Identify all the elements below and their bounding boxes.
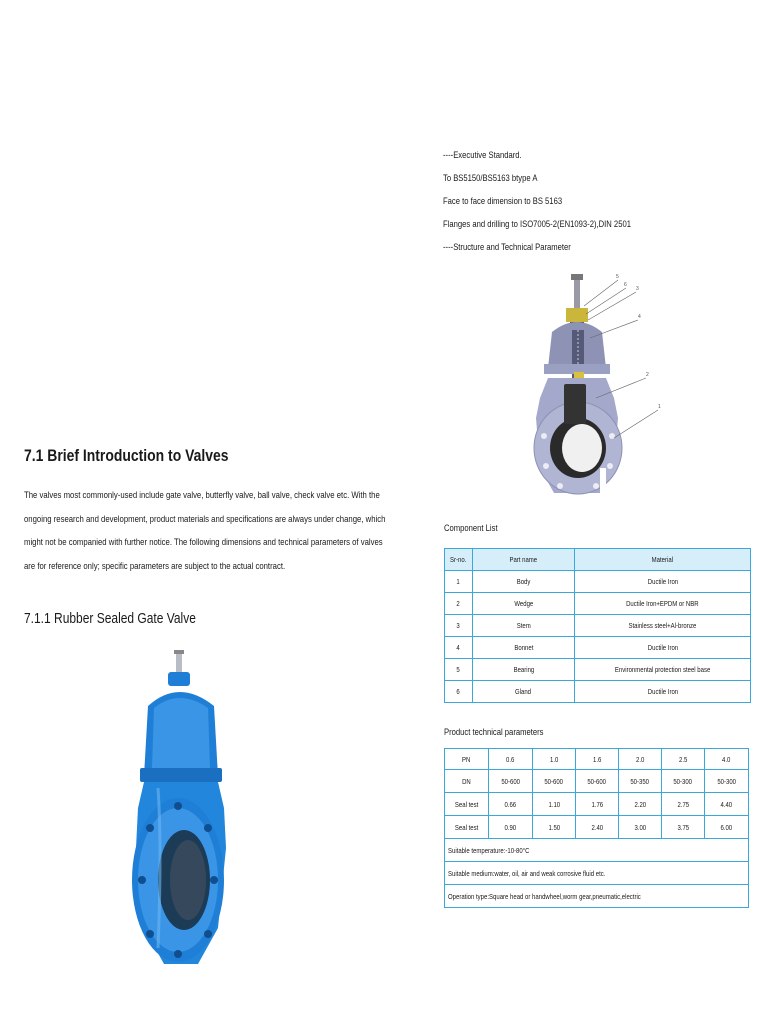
table-cell: 1.50 [533,816,576,839]
table-cell: Stem [473,615,575,637]
table-cell: 50-300 [662,770,705,793]
intro-paragraph [24,490,384,584]
table-cell: 50-350 [619,770,662,793]
table-cell: 0.6 [489,749,533,770]
table-cell: DN [445,770,489,793]
subsection-title: 7.1.1 Rubber Sealed Gate Valve [24,610,196,627]
callout-label: 2 [646,372,649,378]
table-cell: 1.0 [533,749,576,770]
callout-label: 3 [636,286,639,292]
table-note-cell: Operation type:Square head or handwheel,worm gear,pneumatic,electric [445,885,749,908]
table-cell: 4 [445,637,473,659]
table-cell: Stainless steel+Al-bronze [575,615,751,637]
table-cell: Environmental protection steel base [575,659,751,681]
table-cell: 50-300 [705,770,749,793]
table-row [445,571,751,593]
table-cell: 6.00 [705,816,749,839]
table-cell: 1.76 [576,793,619,816]
intro-line: are for reference only; specific parameters are subject to the actual contract. [24,560,286,571]
table-row [445,885,749,908]
table-cell: Ductile Iron [575,637,751,659]
standard-line: ----Structure and Technical Parameter [443,242,571,252]
standard-line: Flanges and drilling to ISO7005-2(EN1093-2),DIN 2501 [443,219,631,229]
table-cell: Bonnet [473,637,575,659]
table-cell: Ductile Iron+EPDM or NBR [575,593,751,615]
params-table [444,748,749,908]
section-title: 7.1 Brief Introduction to Valves [24,446,229,465]
callout-label: 4 [638,314,641,320]
standard-line: ----Executive Standard. [443,150,522,160]
table-cell: 2.40 [576,816,619,839]
table-cell: 50-600 [489,770,533,793]
table-cell: 0.90 [489,816,533,839]
table-row [445,637,751,659]
table-note-cell: Suitable medium:water, oil, air and weak corrosive fluid etc. [445,862,749,885]
table-cell: 2.5 [662,749,705,770]
table-cell: Gland [473,681,575,703]
table-cell: 2.0 [619,749,662,770]
intro-line: might not be companied with further notice. The following dimensions and technical parameters of valves [24,537,383,547]
table-cell: Ductile Iron [575,571,751,593]
table-cell: 50-600 [533,770,576,793]
table-cell: 2.20 [619,793,662,816]
table-row [445,816,749,839]
table-cell: Seal test [445,793,489,816]
intro-line: ongoing research and development, product materials and specifications are always under change, which [24,513,386,524]
table-cell: Bearing [473,659,575,681]
standards-block [443,150,763,265]
table-cell: Ductile Iron [575,681,751,703]
table-header-cell: Sr-no. [445,549,473,571]
table-header-cell: Material [575,549,751,571]
intro-line: The valves most commonly-used include gate valve, butterfly valve, ball valve, check valve etc. With the [24,490,380,500]
callout-label: 6 [624,282,627,288]
table-cell: 6 [445,681,473,703]
table-row [445,681,751,703]
table-cell: 1.6 [576,749,619,770]
callout-label: 5 [616,274,619,280]
table-cell: 1.10 [533,793,576,816]
valve-cutaway-diagram [530,268,670,508]
table-cell: 4.0 [705,749,749,770]
table-row [445,770,749,793]
table-cell: 3.00 [619,816,662,839]
callout-label: 1 [658,404,661,410]
table-row [445,615,751,637]
table-header-row [445,549,751,571]
component-list-caption: Component List [444,523,498,533]
table-cell: Wedge [473,593,575,615]
table-row [445,749,749,770]
gate-valve-photo [128,648,238,976]
table-cell: 50-600 [576,770,619,793]
component-table [444,548,751,703]
table-cell: 0.66 [489,793,533,816]
table-row [445,793,749,816]
standard-line: Face to face dimension to BS 5163 [443,196,563,206]
table-cell: PN [445,749,489,770]
table-cell: 5 [445,659,473,681]
standard-line: To BS5150/BS5163 btype A [443,173,538,183]
table-cell: 1 [445,571,473,593]
table-cell: 4.40 [705,793,749,816]
table-cell: Seal test [445,816,489,839]
table-cell: 3.75 [662,816,705,839]
table-cell: 2 [445,593,473,615]
table-row [445,862,749,885]
params-caption: Product technical parameters [444,727,544,737]
table-cell: Body [473,571,575,593]
table-cell: 3 [445,615,473,637]
table-row [445,839,749,862]
table-row [445,659,751,681]
table-note-cell: Suitable temperature:-10-80°C [445,839,749,862]
table-cell: 2.75 [662,793,705,816]
table-row [445,593,751,615]
table-header-cell: Part name [473,549,575,571]
